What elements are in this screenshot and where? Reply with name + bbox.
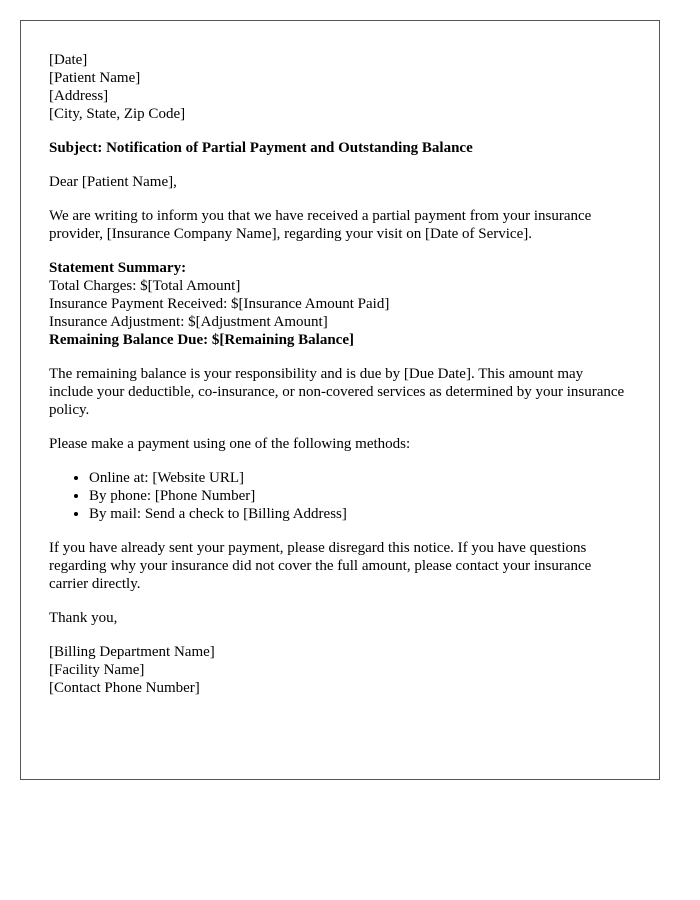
letter-subject: Subject: Notification of Partial Payment and Outstanding Balance — [49, 140, 473, 156]
payment-method-online: • Online at: [Website URL] — [89, 469, 631, 487]
payment-method-phone: • By phone: [Phone Number] — [89, 487, 631, 505]
payment-method-mail: • By mail: Send a check to [Billing Address] — [89, 505, 631, 523]
letter-greeting: Dear [Patient Name], — [49, 174, 177, 190]
insurance-adjustment: Insurance Adjustment: $[Adjustment Amount] — [49, 314, 328, 330]
intro-paragraph: We are writing to inform you that we have received a partial payment from your insurance provider, [Insurance Company Name], regarding your visit on [Date of Service]. — [49, 208, 592, 242]
summary-heading: Statement Summary: — [49, 260, 187, 276]
patient-address: [Address] — [49, 88, 109, 104]
responsibility-paragraph: The remaining balance is your responsibility and is due by [Due Date]. This amount may include your deductible, co-insurance, or non-covered services as determined by your insurance policy. — [49, 366, 625, 418]
payment-intro: Please make a payment using one of the following methods: — [49, 436, 411, 452]
disregard-paragraph: If you have already sent your payment, please disregard this notice. If you have questions regarding why your insurance did not cover the full amount, please contact your insurance carrier directly. — [49, 540, 592, 592]
billing-department-name: [Billing Department Name] — [49, 644, 215, 660]
signature-block — [49, 643, 631, 697]
facility-name: [Facility Name] — [49, 662, 145, 678]
letter-date: [Date] — [49, 52, 88, 68]
payment-methods-list — [49, 469, 631, 523]
letter-document — [20, 20, 660, 780]
remaining-balance-due: Remaining Balance Due: $[Remaining Balance] — [49, 332, 354, 348]
recipient-block — [49, 51, 631, 123]
contact-phone-number: [Contact Phone Number] — [49, 680, 200, 696]
patient-name: [Patient Name] — [49, 70, 141, 86]
closing: Thank you, — [49, 610, 118, 626]
insurance-payment-received: Insurance Payment Received: $[Insurance Amount Paid] — [49, 296, 390, 312]
statement-summary — [49, 259, 631, 349]
total-charges: Total Charges: $[Total Amount] — [49, 278, 241, 294]
patient-city-state-zip: [City, State, Zip Code] — [49, 106, 186, 122]
